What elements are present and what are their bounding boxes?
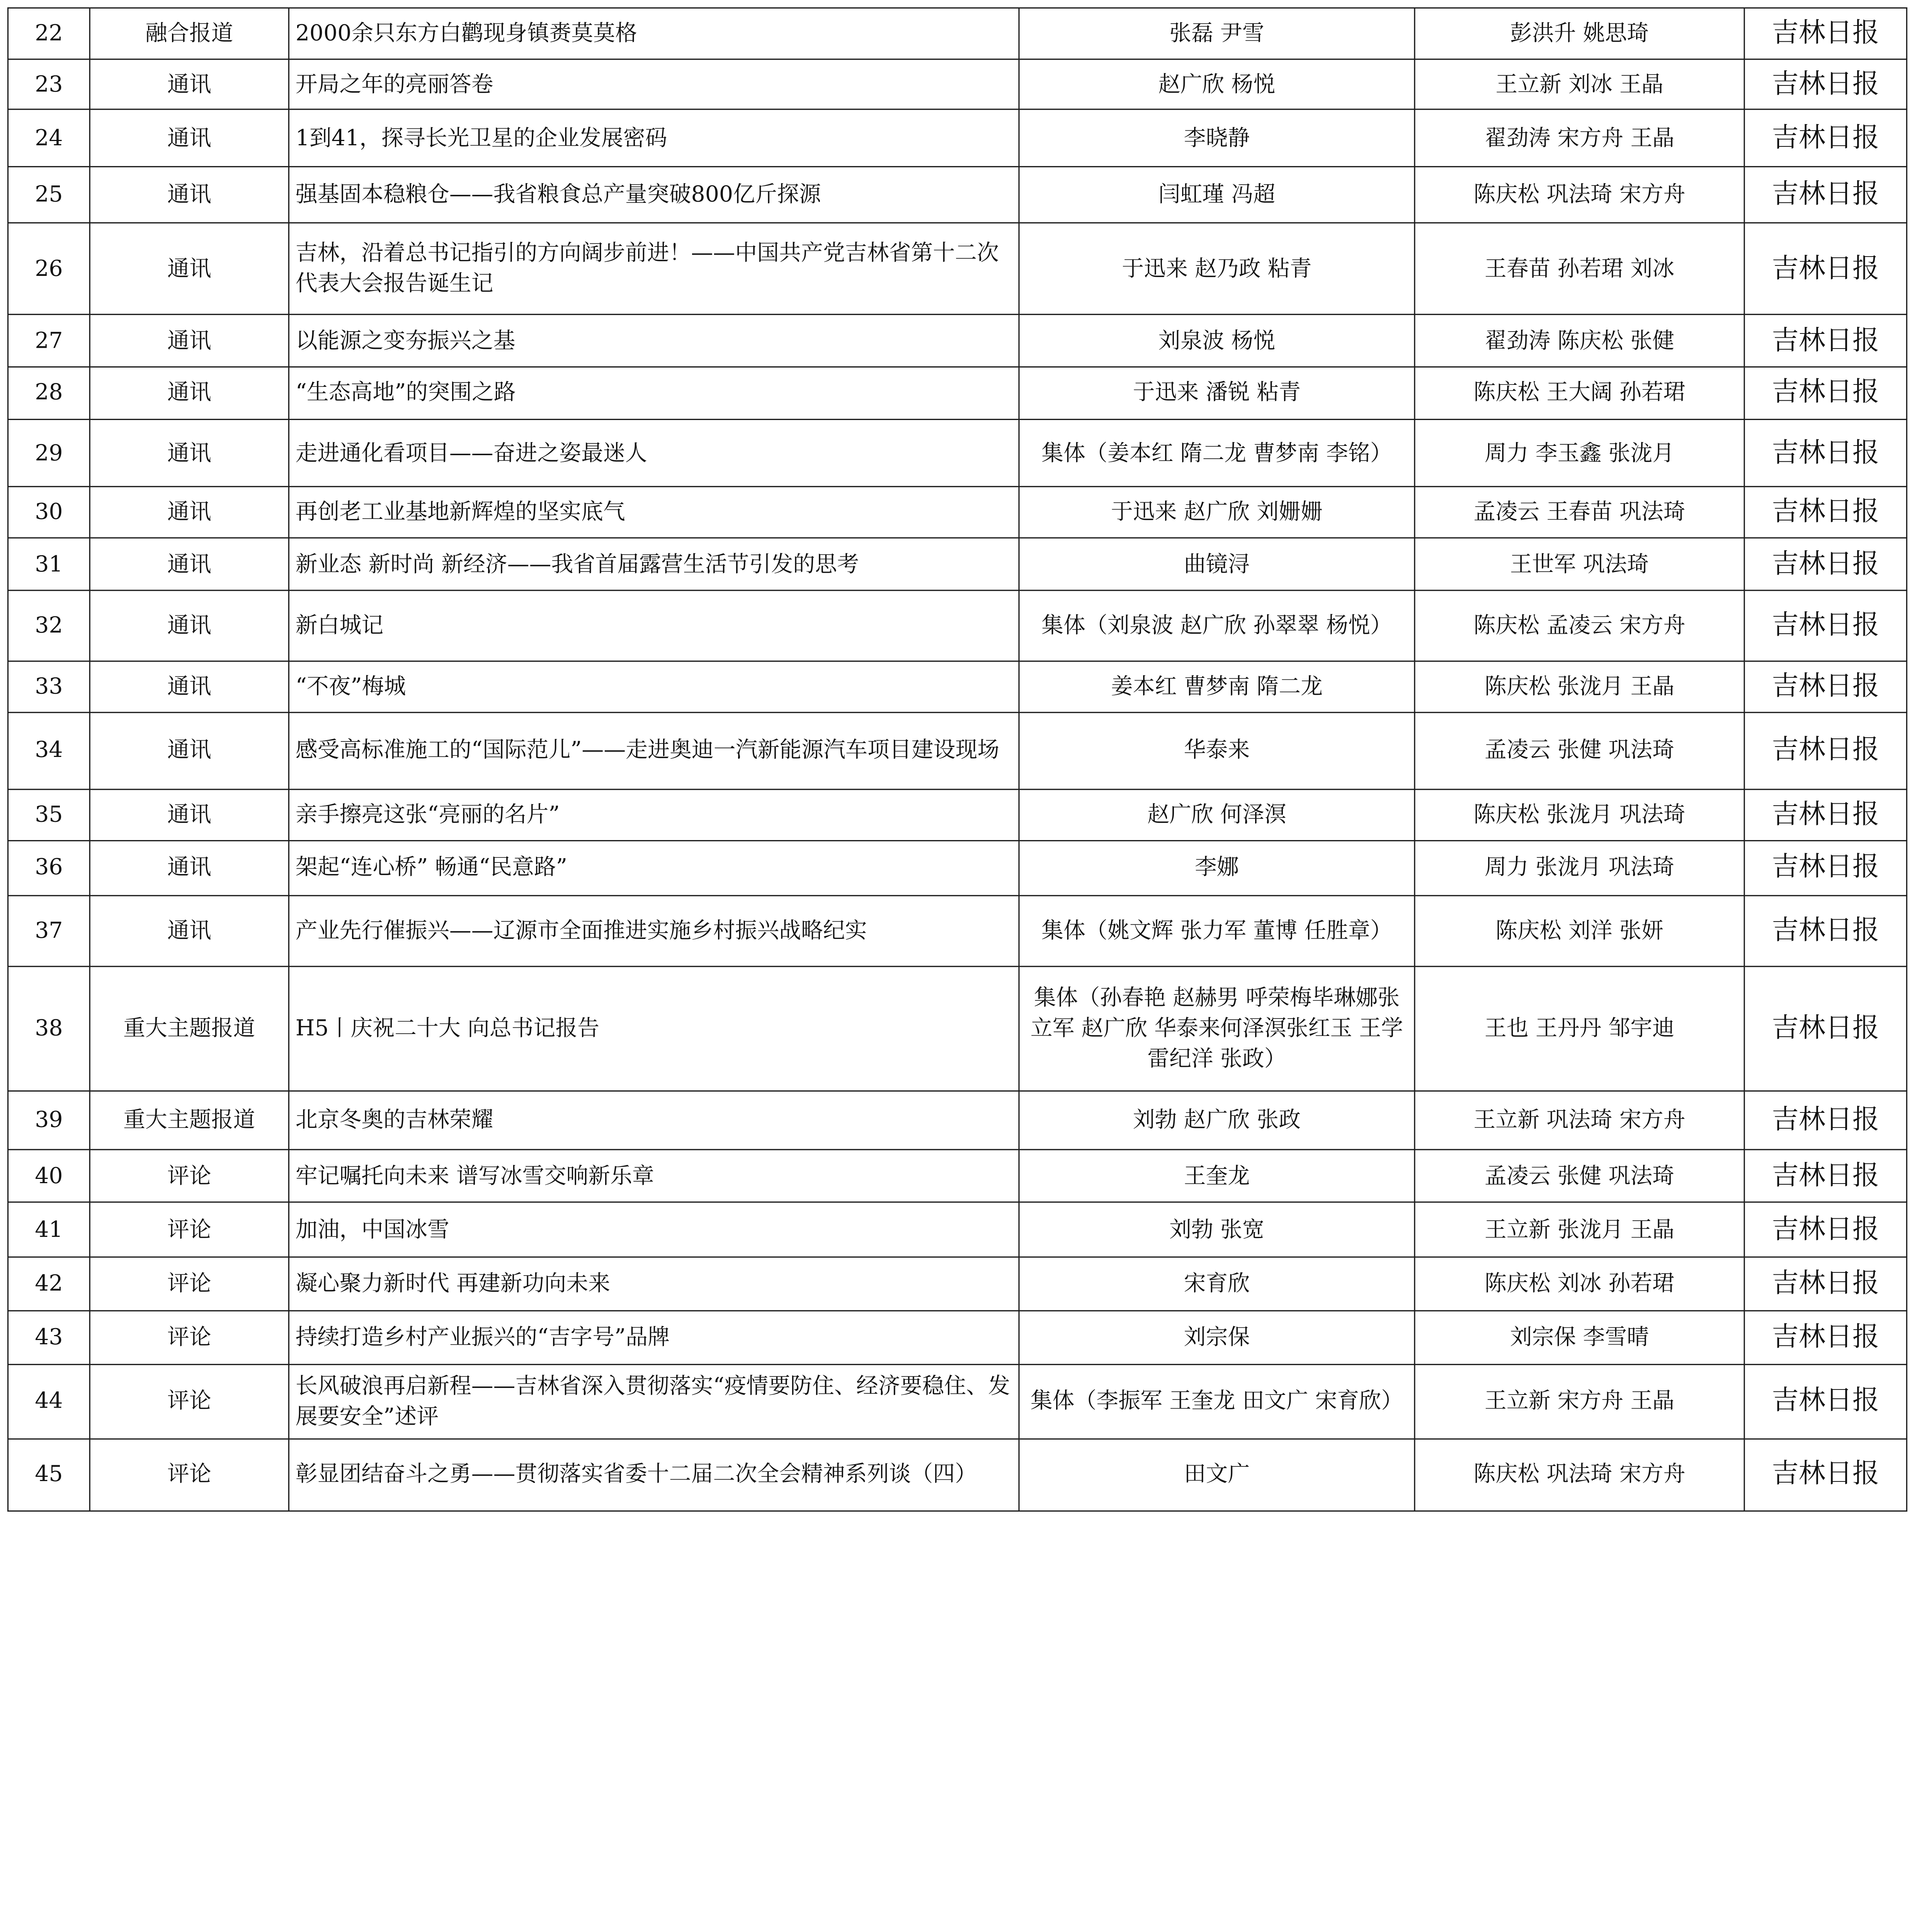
awards-table [7, 7, 1907, 1512]
row-number: 32 [8, 590, 90, 661]
row-authors: 张磊 尹雪 [1019, 8, 1415, 60]
row-editors: 王也 王丹丹 邹宇迪 [1415, 967, 1744, 1091]
row-editors: 陈庆松 王大阔 孙若珺 [1415, 366, 1744, 419]
row-authors: 华泰来 [1019, 713, 1415, 789]
row-title: “生态高地”的突围之路 [289, 366, 1019, 419]
row-number: 37 [8, 896, 90, 967]
row-number: 31 [8, 538, 90, 590]
row-category: 重大主题报道 [90, 1091, 289, 1150]
row-title: 2000余只东方白鹳现身镇赉莫莫格 [289, 8, 1019, 60]
row-category: 通讯 [90, 315, 289, 366]
table-row [8, 840, 1907, 896]
row-number: 25 [8, 166, 90, 223]
table-row [8, 60, 1907, 110]
table-row [8, 487, 1907, 538]
row-authors: 闫虹瑾 冯超 [1019, 166, 1415, 223]
row-number: 41 [8, 1202, 90, 1257]
row-title: 彰显团结奋斗之勇——贯彻落实省委十二届二次全会精神系列谈（四） [289, 1438, 1019, 1511]
row-authors: 集体（孙春艳 赵赫男 呼荣梅毕琳娜张立军 赵广欣 华泰来何泽溟张红玉 王学雷纪洋 张政） [1019, 967, 1415, 1091]
row-number: 29 [8, 419, 90, 487]
row-publisher: 吉林日报 [1744, 8, 1907, 60]
row-number: 26 [8, 223, 90, 315]
row-title: 架起“连心桥” 畅通“民意路” [289, 840, 1019, 896]
row-editors: 王世军 巩法琦 [1415, 538, 1744, 590]
row-editors: 翟劲涛 陈庆松 张健 [1415, 315, 1744, 366]
row-title: 加油，中国冰雪 [289, 1202, 1019, 1257]
row-authors: 李晓静 [1019, 110, 1415, 166]
row-editors: 王立新 巩法琦 宋方舟 [1415, 1091, 1744, 1150]
table-row [8, 166, 1907, 223]
table-row [8, 713, 1907, 789]
row-number: 43 [8, 1311, 90, 1365]
row-category: 通讯 [90, 419, 289, 487]
row-category: 通讯 [90, 110, 289, 166]
table-row [8, 366, 1907, 419]
row-number: 24 [8, 110, 90, 166]
row-editors: 陈庆松 巩法琦 宋方舟 [1415, 1438, 1744, 1511]
row-publisher: 吉林日报 [1744, 661, 1907, 713]
row-authors: 赵广欣 何泽溟 [1019, 789, 1415, 840]
row-category: 评论 [90, 1257, 289, 1311]
row-editors: 陈庆松 张泷月 王晶 [1415, 661, 1744, 713]
row-publisher: 吉林日报 [1744, 366, 1907, 419]
row-title: 新白城记 [289, 590, 1019, 661]
row-number: 39 [8, 1091, 90, 1150]
row-publisher: 吉林日报 [1744, 1091, 1907, 1150]
row-number: 36 [8, 840, 90, 896]
row-editors: 陈庆松 巩法琦 宋方舟 [1415, 166, 1744, 223]
row-publisher: 吉林日报 [1744, 896, 1907, 967]
row-editors: 王立新 宋方舟 王晶 [1415, 1365, 1744, 1439]
row-authors: 王奎龙 [1019, 1150, 1415, 1203]
row-authors: 集体（姚文辉 张力军 董博 任胜章） [1019, 896, 1415, 967]
row-editors: 陈庆松 刘冰 孙若珺 [1415, 1257, 1744, 1311]
row-publisher: 吉林日报 [1744, 538, 1907, 590]
row-publisher: 吉林日报 [1744, 223, 1907, 315]
table-row [8, 789, 1907, 840]
row-authors: 曲镜浔 [1019, 538, 1415, 590]
row-publisher: 吉林日报 [1744, 1365, 1907, 1439]
row-category: 融合报道 [90, 8, 289, 60]
row-category: 评论 [90, 1150, 289, 1203]
row-category: 通讯 [90, 590, 289, 661]
row-number: 38 [8, 967, 90, 1091]
row-title: 北京冬奥的吉林荣耀 [289, 1091, 1019, 1150]
row-title: 开局之年的亮丽答卷 [289, 60, 1019, 110]
row-category: 重大主题报道 [90, 967, 289, 1091]
row-number: 30 [8, 487, 90, 538]
row-publisher: 吉林日报 [1744, 967, 1907, 1091]
row-editors: 周力 李玉鑫 张泷月 [1415, 419, 1744, 487]
row-editors: 孟凌云 王春苗 巩法琦 [1415, 487, 1744, 538]
row-title: 走进通化看项目——奋进之姿最迷人 [289, 419, 1019, 487]
row-publisher: 吉林日报 [1744, 840, 1907, 896]
row-publisher: 吉林日报 [1744, 789, 1907, 840]
row-authors: 于迅来 潘锐 粘青 [1019, 366, 1415, 419]
table-row [8, 1257, 1907, 1311]
row-editors: 孟凌云 张健 巩法琦 [1415, 1150, 1744, 1203]
table-row [8, 419, 1907, 487]
row-authors: 宋育欣 [1019, 1257, 1415, 1311]
table-body [8, 8, 1907, 1511]
row-authors: 赵广欣 杨悦 [1019, 60, 1415, 110]
row-category: 通讯 [90, 713, 289, 789]
table-row [8, 1311, 1907, 1365]
row-number: 28 [8, 366, 90, 419]
row-publisher: 吉林日报 [1744, 1150, 1907, 1203]
row-editors: 陈庆松 刘洋 张妍 [1415, 896, 1744, 967]
row-title: 1到41，探寻长光卫星的企业发展密码 [289, 110, 1019, 166]
row-category: 评论 [90, 1311, 289, 1365]
row-category: 通讯 [90, 166, 289, 223]
row-publisher: 吉林日报 [1744, 60, 1907, 110]
row-publisher: 吉林日报 [1744, 1311, 1907, 1365]
row-number: 44 [8, 1365, 90, 1439]
table-row [8, 1365, 1907, 1439]
row-title: 再创老工业基地新辉煌的坚实底气 [289, 487, 1019, 538]
row-title: 持续打造乡村产业振兴的“吉字号”品牌 [289, 1311, 1019, 1365]
row-title: 凝心聚力新时代 再建新功向未来 [289, 1257, 1019, 1311]
row-publisher: 吉林日报 [1744, 1257, 1907, 1311]
table-row [8, 1091, 1907, 1150]
table-row [8, 896, 1907, 967]
row-editors: 王立新 刘冰 王晶 [1415, 60, 1744, 110]
table-row [8, 967, 1907, 1091]
row-category: 通讯 [90, 538, 289, 590]
row-authors: 刘泉波 杨悦 [1019, 315, 1415, 366]
row-title: 强基固本稳粮仓——我省粮食总产量突破800亿斤探源 [289, 166, 1019, 223]
table-row [8, 661, 1907, 713]
row-publisher: 吉林日报 [1744, 713, 1907, 789]
row-title: 长风破浪再启新程——吉林省深入贯彻落实“疫情要防住、经济要稳住、发展要安全”述评 [289, 1365, 1019, 1439]
row-number: 40 [8, 1150, 90, 1203]
row-editors: 孟凌云 张健 巩法琦 [1415, 713, 1744, 789]
row-editors: 刘宗保 李雪晴 [1415, 1311, 1744, 1365]
row-publisher: 吉林日报 [1744, 590, 1907, 661]
row-authors: 刘勃 赵广欣 张政 [1019, 1091, 1415, 1150]
row-title: 亲手擦亮这张“亮丽的名片” [289, 789, 1019, 840]
row-authors: 集体（姜本红 隋二龙 曹梦南 李铭） [1019, 419, 1415, 487]
row-authors: 于迅来 赵广欣 刘姗姗 [1019, 487, 1415, 538]
row-title: 产业先行催振兴——辽源市全面推进实施乡村振兴战略纪实 [289, 896, 1019, 967]
row-title: 以能源之变夯振兴之基 [289, 315, 1019, 366]
row-category: 评论 [90, 1202, 289, 1257]
row-title: 牢记嘱托向未来 谱写冰雪交响新乐章 [289, 1150, 1019, 1203]
table-row [8, 538, 1907, 590]
table-row [8, 110, 1907, 166]
row-editors: 周力 张泷月 巩法琦 [1415, 840, 1744, 896]
row-editors: 王立新 张泷月 王晶 [1415, 1202, 1744, 1257]
row-title: H5丨庆祝二十大 向总书记报告 [289, 967, 1019, 1091]
row-publisher: 吉林日报 [1744, 419, 1907, 487]
table-row [8, 315, 1907, 366]
row-publisher: 吉林日报 [1744, 166, 1907, 223]
row-category: 评论 [90, 1365, 289, 1439]
row-editors: 陈庆松 孟凌云 宋方舟 [1415, 590, 1744, 661]
row-publisher: 吉林日报 [1744, 1438, 1907, 1511]
row-publisher: 吉林日报 [1744, 487, 1907, 538]
row-publisher: 吉林日报 [1744, 315, 1907, 366]
row-category: 通讯 [90, 60, 289, 110]
table-row [8, 223, 1907, 315]
row-publisher: 吉林日报 [1744, 1202, 1907, 1257]
row-number: 45 [8, 1438, 90, 1511]
row-category: 通讯 [90, 366, 289, 419]
row-title: 新业态 新时尚 新经济——我省首届露营生活节引发的思考 [289, 538, 1019, 590]
row-editors: 翟劲涛 宋方舟 王晶 [1415, 110, 1744, 166]
row-authors: 集体（李振军 王奎龙 田文广 宋育欣） [1019, 1365, 1415, 1439]
row-category: 评论 [90, 1438, 289, 1511]
table-row [8, 1438, 1907, 1511]
table-row [8, 590, 1907, 661]
row-category: 通讯 [90, 896, 289, 967]
row-authors: 田文广 [1019, 1438, 1415, 1511]
row-authors: 李娜 [1019, 840, 1415, 896]
row-title: 吉林，沿着总书记指引的方向阔步前进！——中国共产党吉林省第十二次代表大会报告诞生记 [289, 223, 1019, 315]
row-publisher: 吉林日报 [1744, 110, 1907, 166]
row-number: 23 [8, 60, 90, 110]
row-number: 42 [8, 1257, 90, 1311]
row-number: 35 [8, 789, 90, 840]
row-number: 33 [8, 661, 90, 713]
row-authors: 刘勃 张宽 [1019, 1202, 1415, 1257]
table-row [8, 1150, 1907, 1203]
row-editors: 彭洪升 姚思琦 [1415, 8, 1744, 60]
row-number: 22 [8, 8, 90, 60]
row-category: 通讯 [90, 840, 289, 896]
row-title: 感受高标准施工的“国际范儿”——走进奥迪一汽新能源汽车项目建设现场 [289, 713, 1019, 789]
table-row [8, 8, 1907, 60]
row-authors: 刘宗保 [1019, 1311, 1415, 1365]
row-number: 34 [8, 713, 90, 789]
row-editors: 陈庆松 张泷月 巩法琦 [1415, 789, 1744, 840]
row-category: 通讯 [90, 487, 289, 538]
table-row [8, 1202, 1907, 1257]
row-category: 通讯 [90, 223, 289, 315]
row-authors: 集体（刘泉波 赵广欣 孙翠翠 杨悦） [1019, 590, 1415, 661]
row-authors: 于迅来 赵乃政 粘青 [1019, 223, 1415, 315]
row-editors: 王春苗 孙若珺 刘冰 [1415, 223, 1744, 315]
row-number: 27 [8, 315, 90, 366]
row-title: “不夜”梅城 [289, 661, 1019, 713]
row-category: 通讯 [90, 789, 289, 840]
row-authors: 姜本红 曹梦南 隋二龙 [1019, 661, 1415, 713]
row-category: 通讯 [90, 661, 289, 713]
